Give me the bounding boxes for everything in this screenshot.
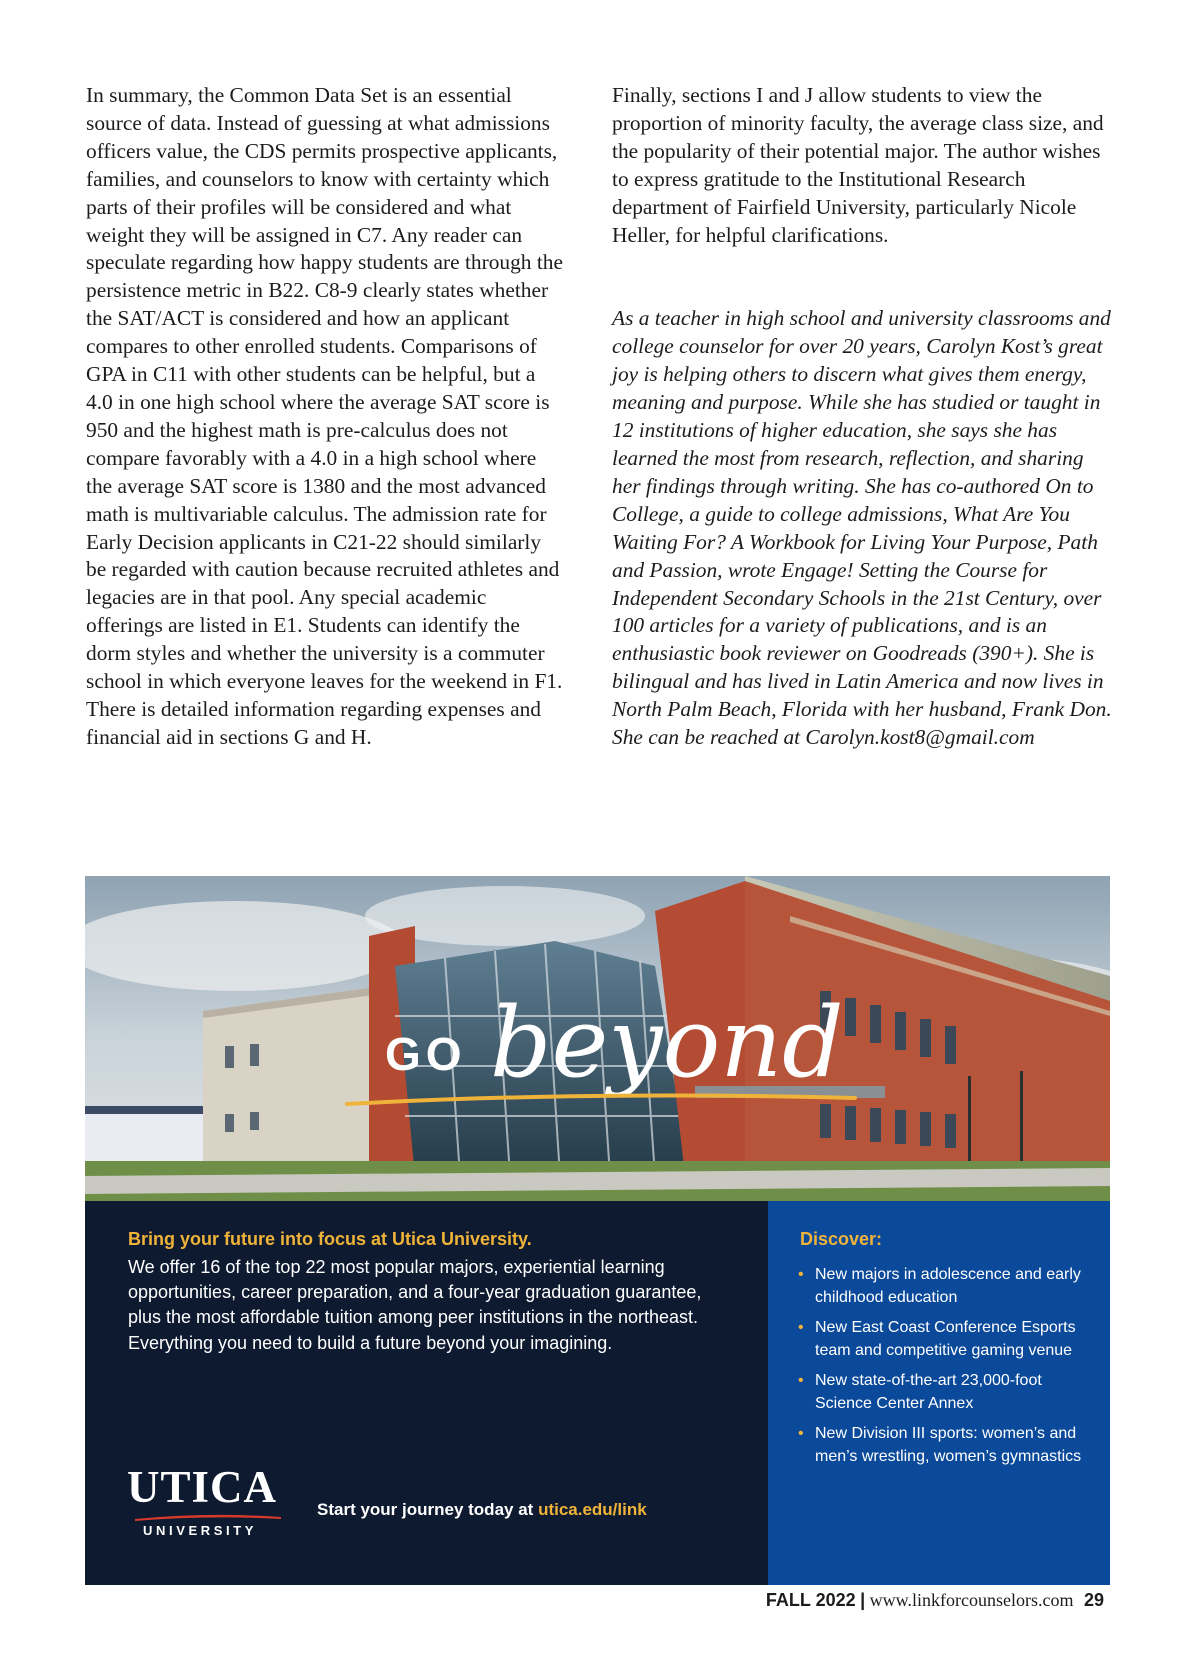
ad-body-text: We offer 16 of the top 22 most popular majors, experiential learning opportunities, career preparation, and a four-year graduation guarantee, plus the most affordable tuition among peer institutions in the northeast. Everything you need to build a future beyond your imagining. [128, 1257, 702, 1353]
ad-call-to-action [317, 1500, 647, 1520]
article-paragraph-summary: In summary, the Common Data Set is an essential source of data. Instead of guessing at what admissions officers value, the CDS permits prospective applicants, families, and counselors to know with certainty which parts of their profiles will be considered and what weight they will be assigned in C7. Any reader can speculate regarding how happy students are through the persistence metric in B22. C8-9 clearly states whether the SAT/ACT is considered and how an applicant compares to other enrolled students. Comparisons of GPA in C11 with other students can be helpful, but a 4.0 in one high school where the average SAT score is 950 and the highest math is pre-calculus does not compare favorably with a 4.0 in a high school where the average SAT score is 1380 and the most advanced math is multivariable calculus. The admission rate for Early Decision applicants in C21-22 should similarly be regarded with caution because recruited athletes and legacies are in that pool. Any special academic offerings are listed in E1. Students can identify the dorm styles and whether the university is a commuter school in which everyone leaves for the weekend in F1. There is detailed information regarding expenses and financial aid in sections G and H. [86, 83, 563, 749]
utica-logo-wordmark: UTICA [127, 1462, 278, 1512]
footer-separator: | [860, 1590, 866, 1610]
author-bio: As a teacher in high school and university classrooms and college counselor for over 20 years, Carolyn Kost’s great joy is helping others to discern what gives them energy, meaning and purpose. While she has studied or taught in 12 institutions of higher education, she says she has learned the most from research, reflection, and sharing her findings through writing. She has co-authored On to College, a guide to college admissions, What Are You Waiting For? A Workbook for Living Your Purpose, Path and Passion, wrote Engage! Setting the Course for Independent Secondary Schools in the 21st Century, over 100 articles for a variety of publications, and is an enthusiastic book reviewer on Goodreads (390+). She is bilingual and has lived in Latin America and now lives in North Palm Beach, Florida with her husband, Frank Don. She can be reached at Carolyn.kost8@gmail.com [612, 306, 1112, 750]
article-left-column [86, 82, 564, 752]
discover-item-text: New Division III sports: women’s and men’s wrestling, women’s gymnastics [815, 1425, 1082, 1465]
article-right-column [612, 82, 1114, 752]
ad-tagline-go: GO [385, 1028, 467, 1080]
ad-building-photo [85, 876, 1110, 1201]
bullet-icon: • [798, 1425, 804, 1442]
ad-cta-text: Start your journey today at [317, 1500, 534, 1519]
ad-discover-panel [768, 1201, 1110, 1585]
discover-item-text: New majors in adolescence and early childhood education [815, 1266, 1081, 1306]
footer-url: www.linkforcounselors.com [869, 1590, 1074, 1610]
utica-university-logo [127, 1463, 287, 1543]
utica-logo-swoosh [135, 1513, 281, 1521]
discover-list [798, 1263, 1098, 1475]
ad-headline: Bring your future into focus at Utica University. [128, 1229, 532, 1249]
article-paragraph-closing: Finally, sections I and J allow students to view the proportion of minority faculty, the average class size, and the popularity of their potential major. The author wishes to express gratitude to the Institutional Research department of Fairfield University, particularly Nicole Heller, for helpful clarifications. [612, 83, 1104, 247]
utica-logo-subtitle: UNIVERSITY [143, 1523, 258, 1538]
discover-item [798, 1263, 1098, 1309]
footer-page-number: 29 [1083, 1590, 1104, 1610]
utica-advertisement [85, 876, 1110, 1585]
discover-item [798, 1422, 1098, 1468]
bullet-icon: • [798, 1319, 804, 1336]
footer-issue: FALL 2022 [765, 1590, 856, 1610]
ad-cta-link[interactable]: utica.edu/link [538, 1500, 647, 1519]
discover-item [798, 1316, 1098, 1362]
ad-info-panel [85, 1201, 768, 1585]
page-footer [766, 1590, 1104, 1611]
ad-tagline-beyond: beyond [490, 987, 844, 1099]
discover-item-text: New East Coast Conference Esports team and competitive gaming venue [815, 1319, 1076, 1359]
bullet-icon: • [798, 1372, 804, 1389]
discover-item-text: New state-of-the-art 23,000-foot Science Center Annex [815, 1372, 1042, 1412]
bullet-icon: • [798, 1266, 804, 1283]
discover-title: Discover: [800, 1229, 883, 1249]
discover-item [798, 1369, 1098, 1415]
